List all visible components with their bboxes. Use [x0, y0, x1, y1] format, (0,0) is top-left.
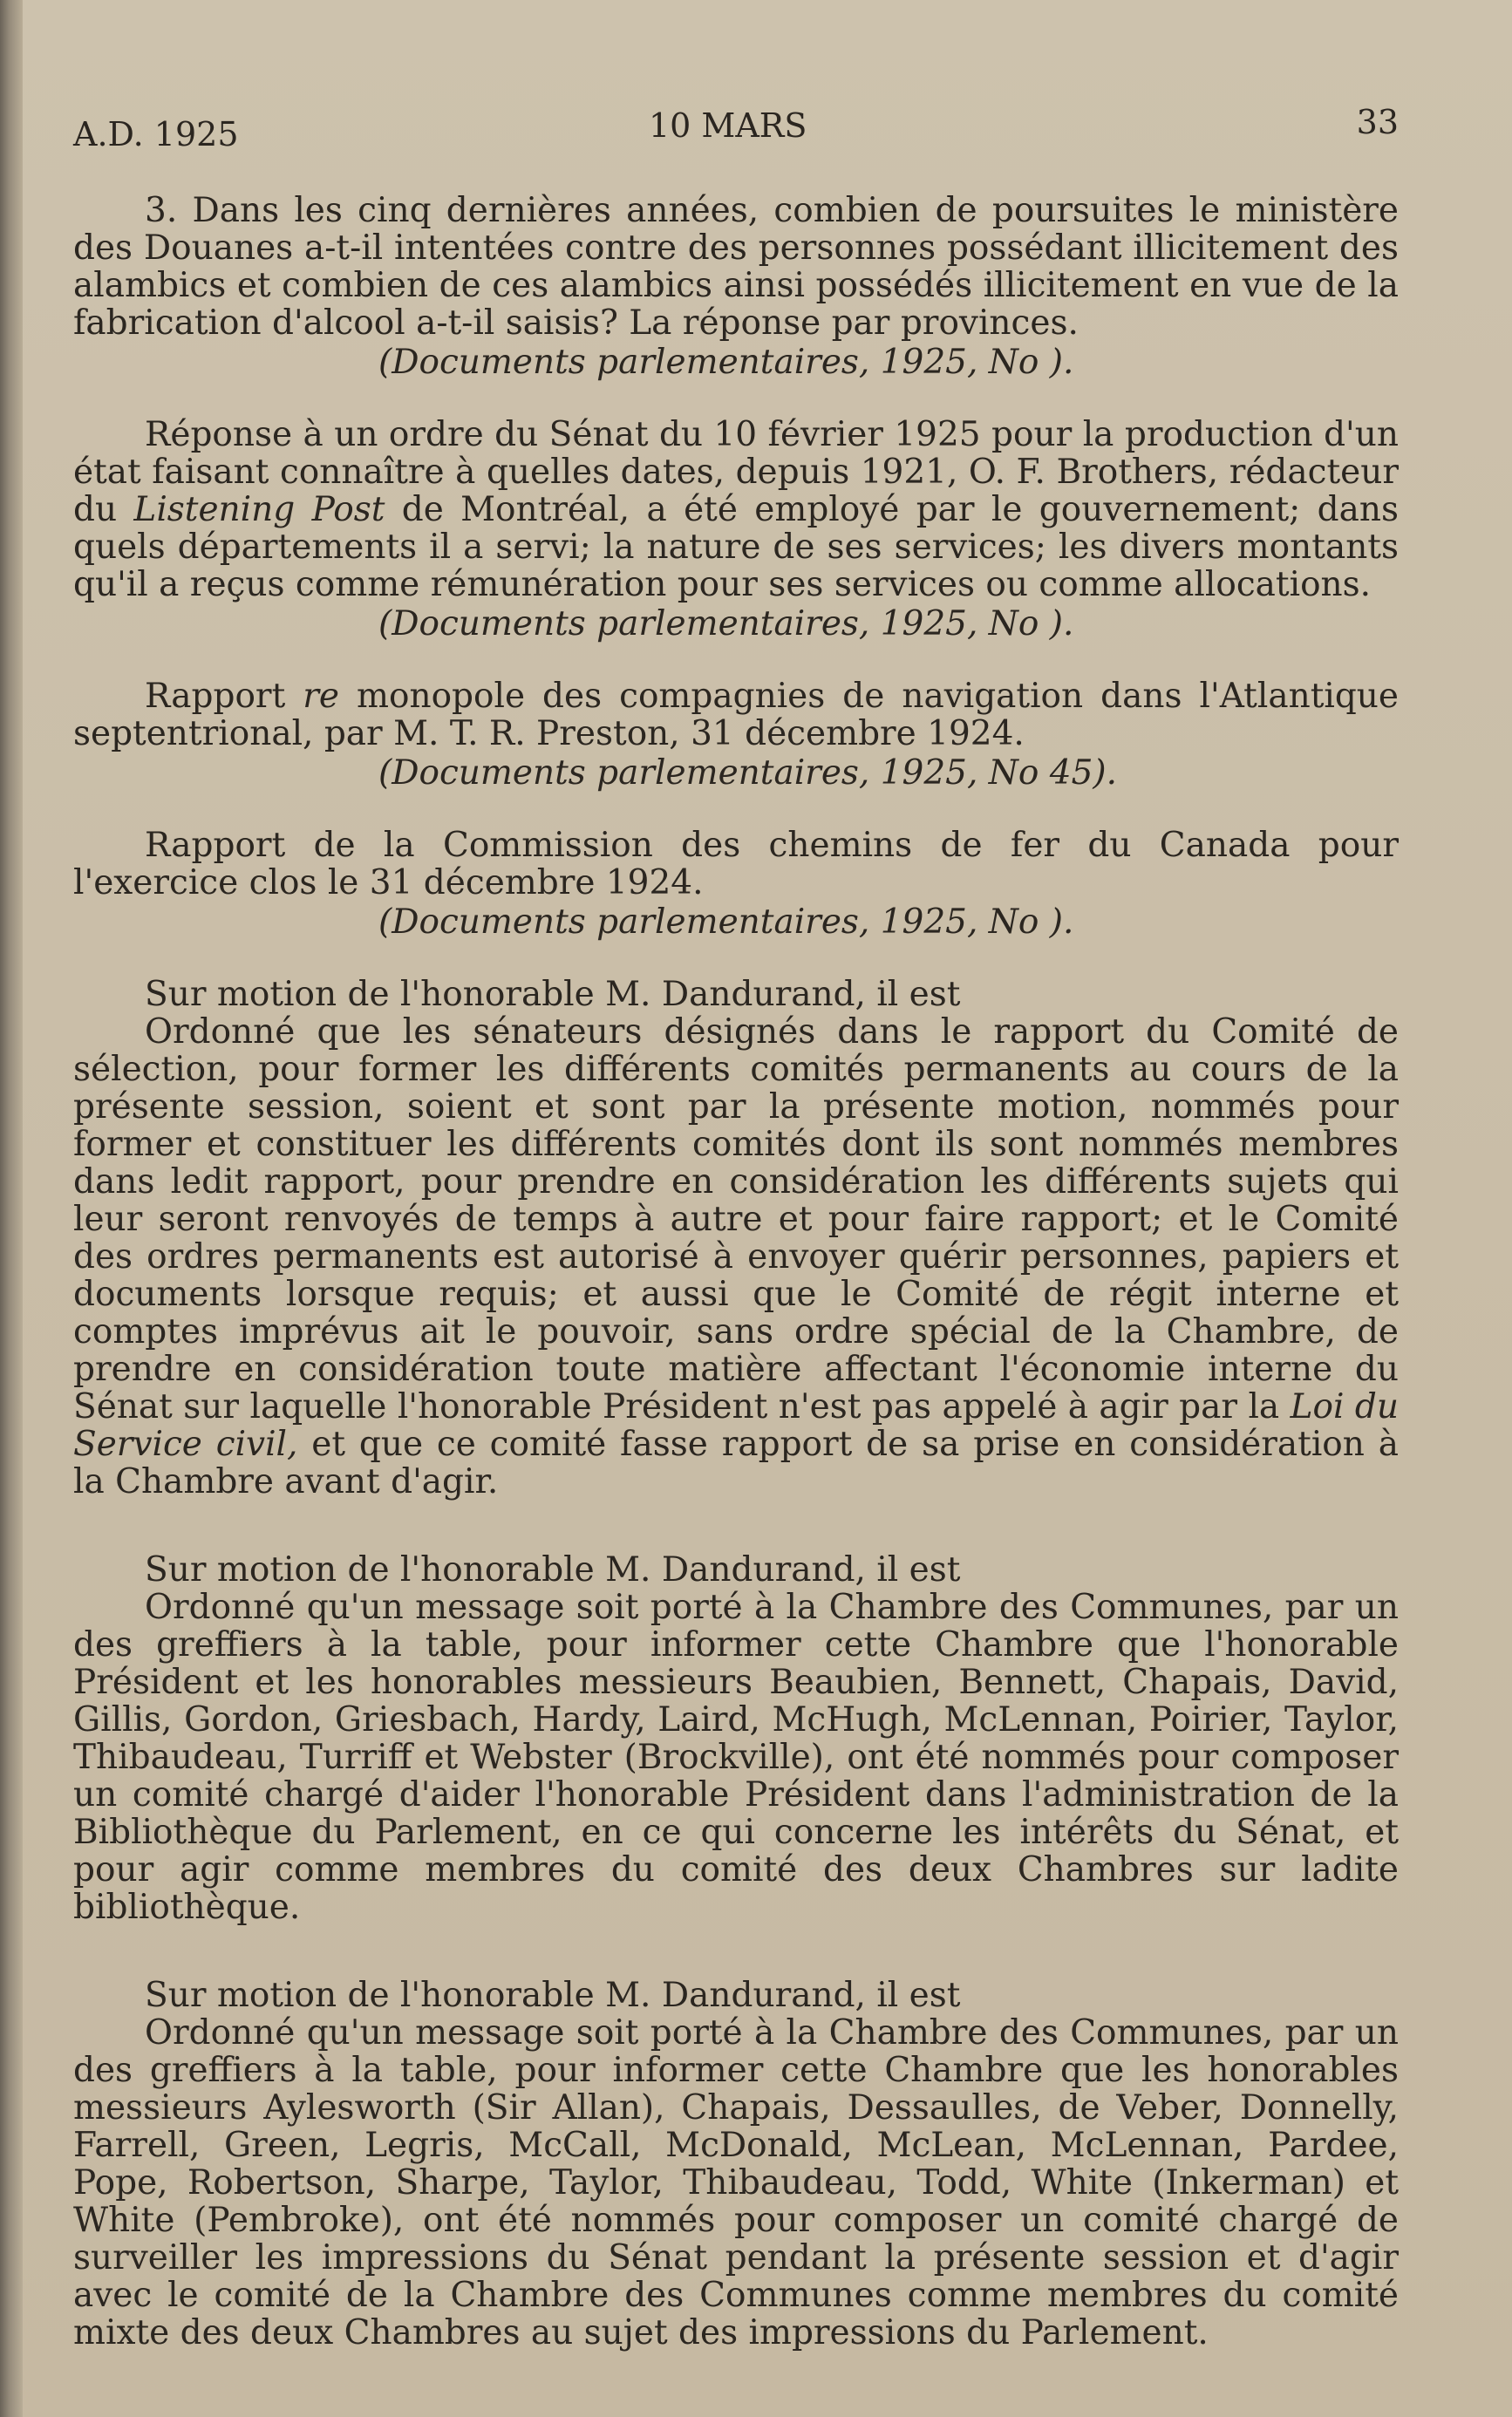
- document-reference: (Documents parlementaires, 1925, No ).: [378, 343, 1074, 382]
- law-title: Loi du Service civil,: [73, 1387, 1399, 1464]
- paragraph-text: monopole des compagnies de navigation dans l'Atlantique septentrional, par M. T. R. Preston, 31 décembre 1924.: [73, 677, 1400, 753]
- report-paragraph: [73, 677, 1399, 752]
- header-date: 10 MARS: [649, 106, 807, 145]
- page-binding-edge: [0, 0, 23, 2417]
- document-reference: (Documents parlementaires, 1925, No ).: [378, 604, 1074, 643]
- header-year: A.D. 1925: [73, 115, 239, 153]
- motion-intro: Sur motion de l'honorable M. Dandurand, il est: [145, 1550, 961, 1590]
- paragraph-text: Rapport: [145, 677, 303, 716]
- paragraph-text: de Montréal, a été employé par le gouvernement; dans quels départements il a servi; la nature de ses services; les divers montants qu'il a reçus comme rémunération pour ses services ou comme allocations.: [73, 490, 1399, 604]
- paragraph-text: Réponse à un ordre du Sénat du 10 février 1925 pour la production d'un état faisant connaître à quelles dates, depuis 1921, O. F. Brothers, rédacteur du: [73, 415, 1399, 529]
- paragraph-text: Ordonné que les sénateurs désignés dans le rapport du Comité de sélection, pour former les différents comités permanents au cours de la présente session, soient et sont par la présente motion, nommés pour former et constituer les différents comités dont ils sont nommés membres dans ledit rapport, pour prendre en considération les différents sujets qui leur seront renvoyés de temps à autre et pour faire rapport; et le Comité des ordres permanents est autorisé à envoyer quérir personnes, papiers et documents lorsque requis; et aussi que le Comité de régit interne et comptes imprévus ait le pouvoir, sans ordre spécial de la Chambre, de prendre en considération toute matière affectant l'économie interne du Sénat sur laquelle l'honorable Président n'est pas appelé à agir par la: [73, 1012, 1399, 1426]
- italic-term: re: [303, 677, 339, 716]
- motion-order: Ordonné qu'un message soit porté à la Chambre des Communes, par un des greffiers à la table, pour informer cette Chambre que l'honorable Président et les honorables messieurs Beaubien, Bennett, Chapais, David, Gillis, Gordon, Griesbach, Hardy, Laird, McHugh, McLennan, Poirier, Taylor, Thibaudeau, Turriff et Webster (Brockville), ont été nommés pour composer un comité chargé d'aider l'honorable Président dans l'administration de la Bibliothèque du Parlement, en ce qui concerne les intérêts du Sénat, et pour agir comme membres du comité des deux Chambres sur ladite bibliothèque.: [73, 1588, 1399, 1927]
- page-header: [73, 103, 1399, 164]
- report-paragraph: Rapport de la Commission des chemins de fer du Canada pour l'exercice clos le 31 décembre 1924.: [73, 826, 1399, 902]
- paragraph-text: et que ce comité fasse rapport de sa prise en considération à la Chambre avant d'agir.: [73, 1425, 1399, 1501]
- motion-order: Ordonné qu'un message soit porté à la Chambre des Communes, par un des greffiers à la table, pour informer cette Chambre que les honorables messieurs Aylesworth (Sir Allan), Chapais, Dessaulles, de Veber, Donnelly, Farrell, Green, Legris, McCall, McDonald, McLean, McLennan, Pardee, Pope, Robertson, Sharpe, Taylor, Thibaudeau, Todd, White (Inkerman) et White (Pembroke), ont été nommés pour composer un comité chargé de surveiller les impressions du Sénat pendant la présente session et d'agir avec le comité de la Chambre des Communes comme membres du comité mixte des deux Chambres au sujet des impressions du Parlement.: [73, 2013, 1399, 2352]
- publication-title: Listening Post: [133, 490, 385, 529]
- page-number: 33: [1356, 103, 1399, 141]
- motion-intro: Sur motion de l'honorable M. Dandurand, il est: [145, 975, 961, 1014]
- motion-intro: Sur motion de l'honorable M. Dandurand, il est: [145, 1976, 961, 2015]
- page-body: [73, 192, 1399, 2352]
- motion-order: [73, 1013, 1399, 1501]
- document-reference: (Documents parlementaires, 1925, No 45).: [378, 753, 1117, 793]
- question-paragraph: 3. Dans les cinq dernières années, combien de poursuites le ministère des Douanes a-t-il intentées contre des personnes possédant illicitement des alambics et combien de ces alambics ainsi possédés illicitement en vue de la fabrication d'alcool a-t-il saisis? La réponse par provinces.: [73, 191, 1399, 343]
- document-reference: (Documents parlementaires, 1925, No ).: [378, 902, 1074, 942]
- response-paragraph: [73, 416, 1399, 603]
